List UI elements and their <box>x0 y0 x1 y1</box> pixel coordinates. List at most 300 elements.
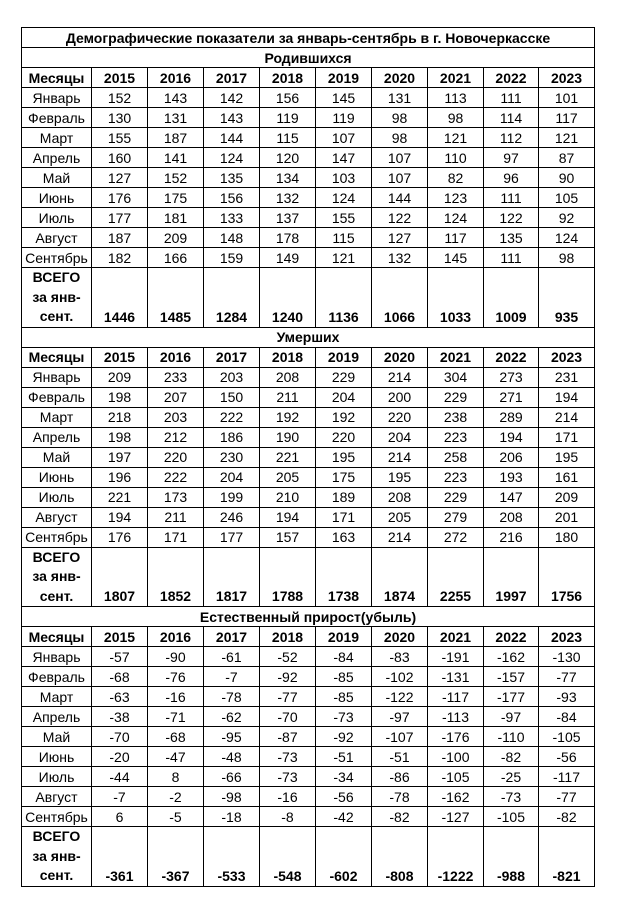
table-row <box>22 108 595 128</box>
total-cell: 1852 <box>148 547 204 607</box>
value-cell: 141 <box>148 148 204 168</box>
value-cell: 220 <box>148 447 204 467</box>
value-cell: -63 <box>92 687 148 707</box>
value-cell: 142 <box>204 88 260 108</box>
total-cell: 1284 <box>204 268 260 328</box>
value-cell: -16 <box>148 687 204 707</box>
value-cell: -130 <box>539 647 595 667</box>
value-cell: 8 <box>148 767 204 787</box>
value-cell: 122 <box>372 208 428 228</box>
months-header: Месяцы <box>22 68 92 88</box>
value-cell: 201 <box>539 507 595 527</box>
table-row <box>22 248 595 268</box>
value-cell: -176 <box>428 727 484 747</box>
value-cell: 273 <box>484 367 539 387</box>
value-cell: -8 <box>260 807 316 827</box>
total-label-line: ВСЕГО <box>32 828 81 844</box>
year-header: 2018 <box>260 347 316 367</box>
month-label: Март <box>22 687 92 707</box>
value-cell: 131 <box>148 108 204 128</box>
month-label: Февраль <box>22 667 92 687</box>
total-cell: 2255 <box>428 547 484 607</box>
value-cell: 208 <box>484 507 539 527</box>
section-title: Умерших <box>22 327 595 347</box>
value-cell: 157 <box>260 527 316 547</box>
value-cell: 258 <box>428 447 484 467</box>
value-cell: 155 <box>316 208 372 228</box>
total-label-line: сент. <box>39 308 74 324</box>
table-row <box>22 527 595 547</box>
value-cell: 180 <box>539 527 595 547</box>
value-cell: 205 <box>260 467 316 487</box>
value-cell: 175 <box>148 188 204 208</box>
total-cell: -988 <box>484 827 539 887</box>
table-row <box>22 707 595 727</box>
total-cell: 1756 <box>539 547 595 607</box>
value-cell: 115 <box>260 128 316 148</box>
value-cell: -73 <box>316 707 372 727</box>
value-cell: -61 <box>204 647 260 667</box>
year-header: 2017 <box>204 347 260 367</box>
value-cell: 163 <box>316 527 372 547</box>
value-cell: 134 <box>260 168 316 188</box>
value-cell: -100 <box>428 747 484 767</box>
value-cell: 177 <box>204 527 260 547</box>
value-cell: -85 <box>316 687 372 707</box>
value-cell: 121 <box>316 248 372 268</box>
total-cell: -548 <box>260 827 316 887</box>
value-cell: 175 <box>316 467 372 487</box>
totals-row <box>22 547 595 607</box>
year-header: 2016 <box>148 627 204 647</box>
year-header: 2016 <box>148 68 204 88</box>
value-cell: 187 <box>92 228 148 248</box>
totals-row <box>22 827 595 887</box>
value-cell: -44 <box>92 767 148 787</box>
table-row <box>22 427 595 447</box>
total-cell: 1997 <box>484 547 539 607</box>
table-row <box>22 647 595 667</box>
value-cell: 214 <box>539 407 595 427</box>
value-cell: 115 <box>316 228 372 248</box>
title-row <box>22 28 595 48</box>
value-cell: -105 <box>484 807 539 827</box>
value-cell: 119 <box>316 108 372 128</box>
value-cell: 289 <box>484 407 539 427</box>
year-header: 2020 <box>372 627 428 647</box>
value-cell: -117 <box>428 687 484 707</box>
value-cell: 195 <box>372 467 428 487</box>
table-row <box>22 787 595 807</box>
value-cell: -162 <box>484 647 539 667</box>
value-cell: -85 <box>316 667 372 687</box>
value-cell: 205 <box>372 507 428 527</box>
total-label-line: ВСЕГО <box>32 548 81 565</box>
value-cell: 218 <box>92 407 148 427</box>
month-label: Март <box>22 128 92 148</box>
year-header: 2018 <box>260 68 316 88</box>
value-cell: -102 <box>372 667 428 687</box>
table-row <box>22 687 595 707</box>
total-cell: -361 <box>92 827 148 887</box>
section-title: Родившихся <box>22 48 595 68</box>
value-cell: -34 <box>316 767 372 787</box>
table-row <box>22 367 595 387</box>
value-cell: 101 <box>539 88 595 108</box>
total-cell: 1446 <box>92 268 148 328</box>
value-cell: 6 <box>92 807 148 827</box>
table-row <box>22 88 595 108</box>
value-cell: 211 <box>260 387 316 407</box>
month-label: Май <box>22 168 92 188</box>
year-header: 2019 <box>316 68 372 88</box>
total-cell: 1817 <box>204 547 260 607</box>
table-row <box>22 667 595 687</box>
value-cell: -70 <box>260 707 316 727</box>
value-cell: -52 <box>260 647 316 667</box>
total-cell: -533 <box>204 827 260 887</box>
value-cell: 246 <box>204 507 260 527</box>
month-label: Август <box>22 228 92 248</box>
value-cell: 143 <box>148 88 204 108</box>
table-row <box>22 128 595 148</box>
year-header: 2021 <box>428 627 484 647</box>
value-cell: 124 <box>316 188 372 208</box>
value-cell: 152 <box>92 88 148 108</box>
value-cell: 111 <box>484 248 539 268</box>
table-row <box>22 148 595 168</box>
value-cell: 196 <box>92 467 148 487</box>
value-cell: 123 <box>428 188 484 208</box>
total-cell: -808 <box>372 827 428 887</box>
month-label: Август <box>22 507 92 527</box>
value-cell: 209 <box>92 367 148 387</box>
value-cell: -97 <box>484 707 539 727</box>
total-cell: -367 <box>148 827 204 887</box>
section-heading-row <box>22 327 595 347</box>
value-cell: 98 <box>428 108 484 128</box>
month-label: Февраль <box>22 387 92 407</box>
value-cell: -92 <box>260 667 316 687</box>
table-row <box>22 168 595 188</box>
value-cell: -78 <box>204 687 260 707</box>
value-cell: -51 <box>316 747 372 767</box>
value-cell: 98 <box>372 128 428 148</box>
month-label: Август <box>22 787 92 807</box>
value-cell: 127 <box>372 228 428 248</box>
value-cell: 194 <box>484 427 539 447</box>
month-label: Январь <box>22 88 92 108</box>
year-header: 2017 <box>204 68 260 88</box>
value-cell: 171 <box>148 527 204 547</box>
value-cell: -57 <box>92 647 148 667</box>
value-cell: 137 <box>260 208 316 228</box>
value-cell: 203 <box>148 407 204 427</box>
table-row <box>22 807 595 827</box>
value-cell: -78 <box>372 787 428 807</box>
total-cell: 1240 <box>260 268 316 328</box>
value-cell: -177 <box>484 687 539 707</box>
year-header: 2022 <box>484 68 539 88</box>
value-cell: 98 <box>372 108 428 128</box>
value-cell: 204 <box>372 427 428 447</box>
value-cell: -107 <box>372 727 428 747</box>
value-cell: 198 <box>92 427 148 447</box>
value-cell: 221 <box>260 447 316 467</box>
value-cell: 166 <box>148 248 204 268</box>
value-cell: -77 <box>539 667 595 687</box>
total-label-line: сент. <box>39 867 74 883</box>
total-label-line: сент. <box>39 587 74 604</box>
total-cell: 1738 <box>316 547 372 607</box>
total-cell: 1807 <box>92 547 148 607</box>
value-cell: 148 <box>204 228 260 248</box>
year-header: 2023 <box>539 347 595 367</box>
total-cell: 1788 <box>260 547 316 607</box>
table-row <box>22 208 595 228</box>
value-cell: 107 <box>372 148 428 168</box>
value-cell: -131 <box>428 667 484 687</box>
table-row <box>22 507 595 527</box>
value-cell: 304 <box>428 367 484 387</box>
value-cell: 220 <box>372 407 428 427</box>
value-cell: 122 <box>484 208 539 228</box>
value-cell: 194 <box>260 507 316 527</box>
total-label-line: ВСЕГО <box>32 269 81 285</box>
value-cell: 189 <box>316 487 372 507</box>
value-cell: 160 <box>92 148 148 168</box>
value-cell: 171 <box>539 427 595 447</box>
year-header: 2016 <box>148 347 204 367</box>
total-label <box>22 268 92 328</box>
month-label: Сентябрь <box>22 807 92 827</box>
months-header: Месяцы <box>22 347 92 367</box>
table-row <box>22 387 595 407</box>
value-cell: 181 <box>148 208 204 228</box>
month-label: Январь <box>22 647 92 667</box>
value-cell: 103 <box>316 168 372 188</box>
value-cell: 111 <box>484 188 539 208</box>
total-cell: 1033 <box>428 268 484 328</box>
value-cell: 113 <box>428 88 484 108</box>
value-cell: 182 <box>92 248 148 268</box>
total-cell: 1009 <box>484 268 539 328</box>
value-cell: -86 <box>372 767 428 787</box>
value-cell: 206 <box>484 447 539 467</box>
value-cell: 105 <box>539 188 595 208</box>
value-cell: -68 <box>92 667 148 687</box>
value-cell: 207 <box>148 387 204 407</box>
value-cell: 90 <box>539 168 595 188</box>
value-cell: 120 <box>260 148 316 168</box>
value-cell: 111 <box>484 88 539 108</box>
value-cell: 98 <box>539 248 595 268</box>
month-label: Июль <box>22 487 92 507</box>
year-header: 2023 <box>539 68 595 88</box>
value-cell: 87 <box>539 148 595 168</box>
value-cell: -38 <box>92 707 148 727</box>
value-cell: -77 <box>539 787 595 807</box>
value-cell: 214 <box>372 447 428 467</box>
header-row <box>22 347 595 367</box>
table-row <box>22 447 595 467</box>
month-label: Апрель <box>22 707 92 727</box>
value-cell: 156 <box>260 88 316 108</box>
value-cell: 147 <box>484 487 539 507</box>
value-cell: -82 <box>484 747 539 767</box>
value-cell: 238 <box>428 407 484 427</box>
value-cell: 229 <box>428 487 484 507</box>
value-cell: 144 <box>204 128 260 148</box>
value-cell: 210 <box>260 487 316 507</box>
value-cell: 110 <box>428 148 484 168</box>
year-header: 2015 <box>92 68 148 88</box>
value-cell: -73 <box>260 767 316 787</box>
value-cell: -7 <box>92 787 148 807</box>
value-cell: -97 <box>372 707 428 727</box>
value-cell: 124 <box>428 208 484 228</box>
value-cell: -76 <box>148 667 204 687</box>
value-cell: -20 <box>92 747 148 767</box>
month-label: Май <box>22 727 92 747</box>
value-cell: 187 <box>148 128 204 148</box>
value-cell: -47 <box>148 747 204 767</box>
value-cell: -48 <box>204 747 260 767</box>
value-cell: -51 <box>372 747 428 767</box>
year-header: 2019 <box>316 627 372 647</box>
year-header: 2018 <box>260 627 316 647</box>
value-cell: 186 <box>204 427 260 447</box>
month-label: Апрель <box>22 148 92 168</box>
value-cell: 117 <box>428 228 484 248</box>
total-cell: 935 <box>539 268 595 328</box>
value-cell: -68 <box>148 727 204 747</box>
total-cell: 1066 <box>372 268 428 328</box>
value-cell: 149 <box>260 248 316 268</box>
value-cell: 119 <box>260 108 316 128</box>
value-cell: -25 <box>484 767 539 787</box>
section-heading-row <box>22 607 595 627</box>
value-cell: 177 <box>92 208 148 228</box>
value-cell: -122 <box>372 687 428 707</box>
value-cell: 145 <box>316 88 372 108</box>
value-cell: 195 <box>539 447 595 467</box>
value-cell: 107 <box>372 168 428 188</box>
value-cell: -5 <box>148 807 204 827</box>
value-cell: 124 <box>539 228 595 248</box>
value-cell: 223 <box>428 427 484 447</box>
value-cell: 194 <box>539 387 595 407</box>
value-cell: 233 <box>148 367 204 387</box>
value-cell: 152 <box>148 168 204 188</box>
value-cell: -42 <box>316 807 372 827</box>
value-cell: -157 <box>484 667 539 687</box>
value-cell: 178 <box>260 228 316 248</box>
value-cell: -93 <box>539 687 595 707</box>
value-cell: 145 <box>428 248 484 268</box>
year-header: 2017 <box>204 627 260 647</box>
value-cell: -7 <box>204 667 260 687</box>
total-cell: -821 <box>539 827 595 887</box>
value-cell: 97 <box>484 148 539 168</box>
value-cell: 135 <box>484 228 539 248</box>
months-header: Месяцы <box>22 627 92 647</box>
value-cell: -191 <box>428 647 484 667</box>
month-label: Сентябрь <box>22 527 92 547</box>
value-cell: 192 <box>260 407 316 427</box>
month-label: Июнь <box>22 188 92 208</box>
value-cell: -105 <box>428 767 484 787</box>
value-cell: 208 <box>260 367 316 387</box>
demographics-table <box>21 27 595 887</box>
value-cell: -90 <box>148 647 204 667</box>
total-cell: 1874 <box>372 547 428 607</box>
value-cell: 127 <box>92 168 148 188</box>
total-label <box>22 547 92 607</box>
value-cell: 212 <box>148 427 204 447</box>
value-cell: -70 <box>92 727 148 747</box>
value-cell: -87 <box>260 727 316 747</box>
value-cell: 223 <box>428 467 484 487</box>
total-label-line: за янв- <box>32 288 81 305</box>
value-cell: 203 <box>204 367 260 387</box>
year-header: 2021 <box>428 347 484 367</box>
month-label: Апрель <box>22 427 92 447</box>
totals-row <box>22 268 595 328</box>
value-cell: 221 <box>92 487 148 507</box>
value-cell: 216 <box>484 527 539 547</box>
value-cell: 117 <box>539 108 595 128</box>
month-label: Май <box>22 447 92 467</box>
value-cell: 211 <box>148 507 204 527</box>
value-cell: 190 <box>260 427 316 447</box>
value-cell: 92 <box>539 208 595 228</box>
value-cell: -56 <box>539 747 595 767</box>
value-cell: 143 <box>204 108 260 128</box>
value-cell: 159 <box>204 248 260 268</box>
value-cell: 229 <box>316 367 372 387</box>
year-header: 2015 <box>92 627 148 647</box>
value-cell: -73 <box>484 787 539 807</box>
value-cell: -162 <box>428 787 484 807</box>
value-cell: 194 <box>92 507 148 527</box>
month-label: Июнь <box>22 747 92 767</box>
value-cell: -98 <box>204 787 260 807</box>
value-cell: -56 <box>316 787 372 807</box>
month-label: Март <box>22 407 92 427</box>
value-cell: 147 <box>316 148 372 168</box>
value-cell: 144 <box>372 188 428 208</box>
value-cell: 82 <box>428 168 484 188</box>
value-cell: -110 <box>484 727 539 747</box>
value-cell: 173 <box>148 487 204 507</box>
total-cell: 1485 <box>148 268 204 328</box>
table-title: Демографические показатели за январь-сентябрь в г. Новочеркасске <box>22 28 595 48</box>
value-cell: 195 <box>316 447 372 467</box>
total-cell: -602 <box>316 827 372 887</box>
value-cell: 204 <box>204 467 260 487</box>
value-cell: 96 <box>484 168 539 188</box>
value-cell: 155 <box>92 128 148 148</box>
value-cell: -82 <box>372 807 428 827</box>
year-header: 2021 <box>428 68 484 88</box>
table-row <box>22 727 595 747</box>
value-cell: 133 <box>204 208 260 228</box>
value-cell: 135 <box>204 168 260 188</box>
value-cell: -66 <box>204 767 260 787</box>
value-cell: -105 <box>539 727 595 747</box>
value-cell: -113 <box>428 707 484 727</box>
